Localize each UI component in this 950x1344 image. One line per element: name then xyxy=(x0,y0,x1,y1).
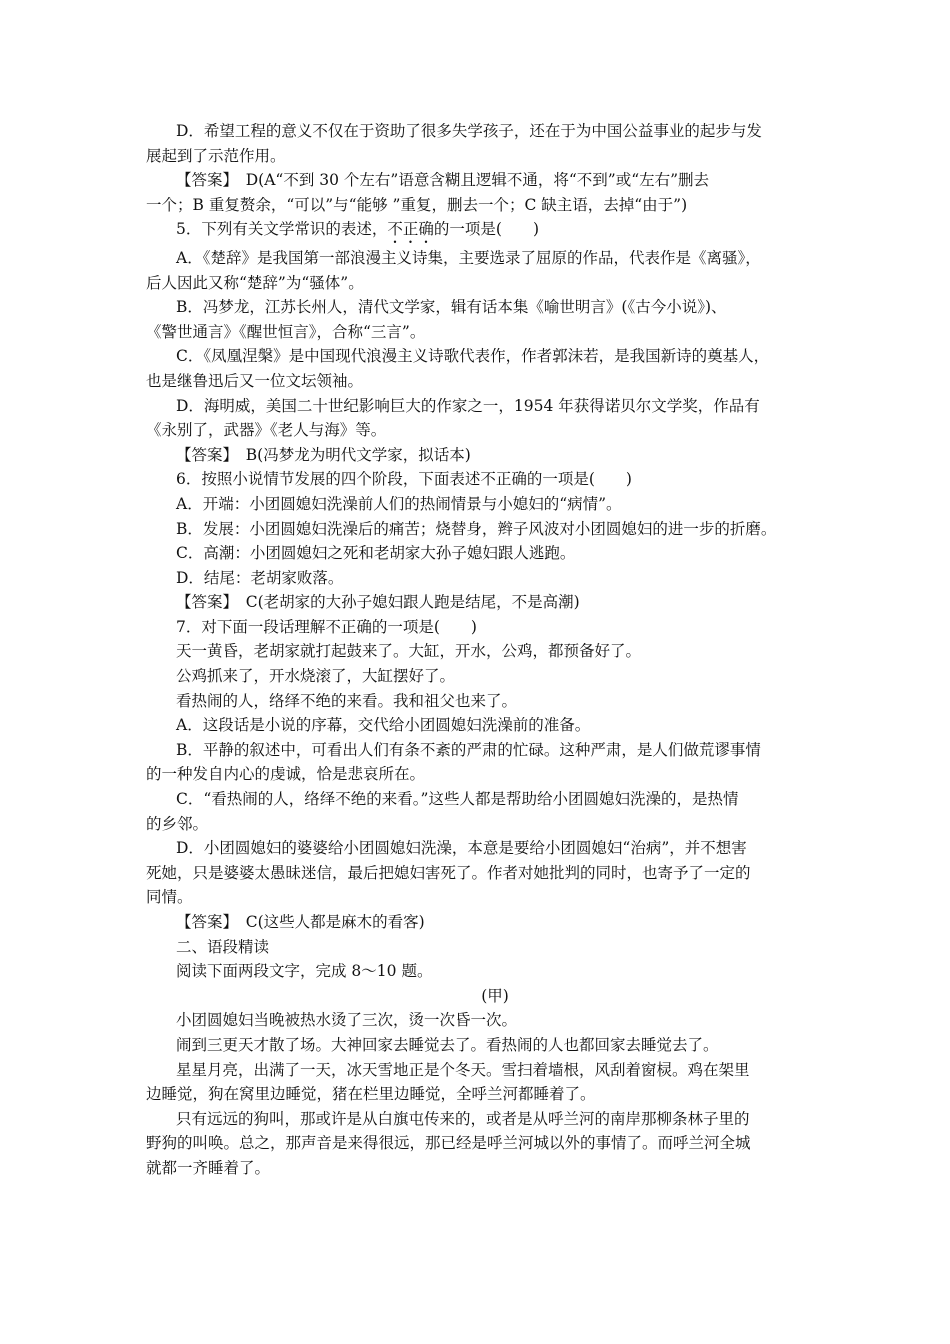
q7-option-d-line1: D．小团圆媳妇的婆婆给小团圆媳妇洗澡，本意是要给小团圆媳妇“治病”，并不想害 xyxy=(176,839,747,858)
q6-option-b: B．发展：小团圆媳妇洗澡后的痛苦；烧替身，辫子风波对小团圆媳妇的进一步的折磨。 xyxy=(176,519,777,538)
q5-option-d-line1: D．海明威，美国二十世纪影响巨大的作家之一，1954 年获得诺贝尔文学奖，作品有 xyxy=(176,396,760,415)
q4-option-d-line2: 展起到了示范作用。 xyxy=(146,146,286,165)
passage-line2: 闹到三更天才散了场。大神回家去睡觉去了。看热闹的人也都回家去睡觉去了。 xyxy=(176,1035,719,1054)
q4-option-d-line1: D．希望工程的意义不仅在于资助了很多失学孩子，还在于为中国公益事业的起步与发 xyxy=(176,122,762,140)
q7-option-b-line1: B．平静的叙述中，可看出人们有条不紊的严肃的忙碌。这种严肃，是人们做荒谬事情 xyxy=(176,740,761,759)
q7-question: 7．对下面一段话理解不正确的一项是( ) xyxy=(176,617,477,636)
q7-option-c-line2: 的乡邻。 xyxy=(146,814,209,833)
q4-answer-line1: 【答案】 D(A“不到 30 个左右”语意含糊且逻辑不通，将“不到”或“左右”删去 xyxy=(176,171,710,190)
q6-option-a: A．开端：小团圆媳妇洗澡前人们的热闹情景与小媳妇的“病情”。 xyxy=(176,494,622,513)
q4-answer-line2: 一个；B 重复赘余，“可以”与“能够 ”重复，删去一个；C 缺主语，去掉“由于”) xyxy=(146,195,688,214)
q5-question-suffix: 的一项是( ) xyxy=(433,220,539,239)
document-body xyxy=(146,119,814,1181)
passage-line3: 星星月亮，出满了一天，冰天雪地正是个冬天。雪扫着墙根，风刮着窗棂。鸡在架里 xyxy=(176,1060,750,1079)
q7-option-d-line3: 同情。 xyxy=(146,888,193,907)
q5-question xyxy=(146,217,814,242)
q6-question: 6．按照小说情节发展的四个阶段，下面表述不正确的一项是( ) xyxy=(176,470,632,489)
q7-passage-line3: 看热闹的人，络绎不绝的来看。我和祖父也来了。 xyxy=(176,691,518,710)
q7-passage-line1: 天一黄昏，老胡家就打起鼓来了。大缸，开水，公鸡，都预备好了。 xyxy=(176,642,642,661)
q5-option-c-line2: 也是继鲁迅后又一位文坛领袖。 xyxy=(146,371,364,390)
q6-option-c: C．高潮：小团圆媳妇之死和老胡家大孙子媳妇跟人逃跑。 xyxy=(176,544,576,563)
q5-answer: 【答案】 B(冯梦龙为明代文学家，拟话本) xyxy=(176,445,471,464)
q5-option-a-line2: 后人因此又称“楚辞”为“骚体”。 xyxy=(146,273,364,292)
q6-option-d: D．结尾：老胡家败落。 xyxy=(176,568,344,587)
passage-line4: 边睡觉，狗在窝里边睡觉，猪在栏里边睡觉，全呼兰河都睡着了。 xyxy=(146,1085,596,1104)
passage-line6: 野狗的叫唤。总之，那声音是来得很远，那已经是呼兰河城以外的事情了。而呼兰河全城 xyxy=(146,1134,751,1153)
passage-line7: 就都一齐睡着了。 xyxy=(146,1158,271,1177)
q7-option-a: A．这段话是小说的序幕，交代给小团圆媳妇洗澡前的准备。 xyxy=(176,716,591,735)
q5-option-a-line1: A．《楚辞》是我国第一部浪漫主义诗集，主要选录了屈原的作品，代表作是《离骚》， xyxy=(176,248,761,267)
section-heading: 二、语段精读 xyxy=(176,937,270,956)
passage-label: (甲) xyxy=(481,986,509,1005)
q5-question-prefix: 5．下列有关文学常识的表述， xyxy=(176,220,388,239)
q6-answer: 【答案】 C(老胡家的大孙子媳妇跟人跑是结尾，不是高潮) xyxy=(176,593,580,612)
q5-option-d-line2: 《永别了，武器》《老人与海》等。 xyxy=(146,421,387,440)
q7-passage-line2: 公鸡抓来了，开水烧滚了，大缸摆好了。 xyxy=(176,667,456,686)
q7-option-d-line2: 死她，只是婆婆太愚昧迷信，最后把媳妇害死了。作者对她批判的同时，也寄予了一定的 xyxy=(146,863,751,882)
passage-line5: 只有远远的狗叫，那或许是从白旗屯传来的，或者是从呼兰河的南岸那柳条林子里的 xyxy=(176,1109,750,1128)
q5-option-b-line2: 《警世通言》《醒世恒言》，合称“三言”。 xyxy=(146,322,426,341)
reading-instruction: 阅读下面两段文字，完成 8～10 题。 xyxy=(176,962,433,981)
q5-option-c-line1: C．《凤凰涅槃》是中国现代浪漫主义诗歌代表作，作者郭沫若，是我国新诗的奠基人， xyxy=(176,347,770,366)
q5-question-emphasis: 不正确 xyxy=(387,220,434,239)
passage-line1: 小团圆媳妇当晚被热水烫了三次，烫一次昏一次。 xyxy=(176,1011,518,1030)
q5-option-b-line1: B．冯梦龙，江苏长州人，清代文学家，辑有话本集《喻世明言》(《古今小说》)、 xyxy=(176,298,727,317)
q7-option-c-line1: C．“看热闹的人，络绎不绝的来看。”这些人都是帮助给小团圆媳妇洗澡的，是热情 xyxy=(176,790,739,809)
q7-option-b-line2: 的一种发自内心的虔诚，恰是悲哀所在。 xyxy=(146,765,426,784)
q7-answer: 【答案】 C(这些人都是麻木的看客) xyxy=(176,913,425,931)
